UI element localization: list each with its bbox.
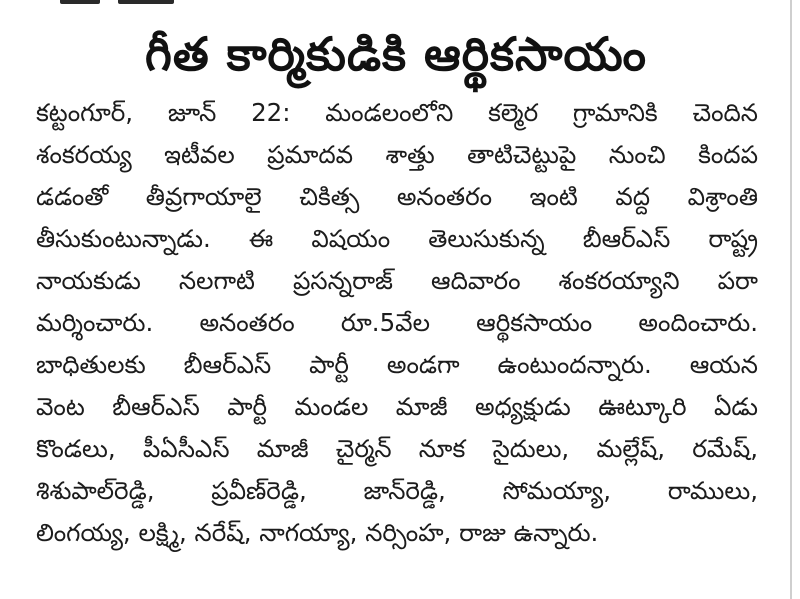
article-line: తీసుకుంటున్నాడు. ఈ విషయం తెలుసుకున్న బీఆర్ఎస్ రాష్ట్ర <box>36 224 758 253</box>
cropped-previous-line <box>60 0 174 4</box>
article-line: డడంతో తీవ్రగాయాలై చికిత్స అనంతరం ఇంటి వద్ద విశ్రాంతి <box>36 182 758 211</box>
clipping-edge-rule <box>790 0 792 599</box>
article-line: బాధితులకు బీఆర్ఎస్ పార్టీ అండగా ఉంటుందన్నారు. ఆయన <box>36 350 758 379</box>
article-line: నాయకుడు నలగాటి ప్రసన్నరాజ్ ఆదివారం శంకరయ్యాని పరా <box>36 266 758 295</box>
cropped-text-fragment <box>118 0 174 4</box>
article-line: శంకరయ్య ఇటీవల ప్రమాదవ శాత్తు తాటిచెట్టుపై నుంచి కిందప <box>36 140 758 169</box>
article-line: శిశుపాల్‌రెడ్డి, ప్రవీణ్‌రెడ్డి, జాన్‌రెడ్డి, సోమయ్యా, రాములు, <box>36 476 758 505</box>
article-line: మర్శించారు. అనంతరం రూ.5వేల ఆర్థికసాయం అందించారు. <box>36 308 758 337</box>
article-line: వెంట బీఆర్ఎస్ పార్టీ మండల మాజీ అధ్యక్షుడు ఊట్కూరి ఏడు <box>36 392 758 421</box>
article-body <box>36 92 758 554</box>
article-headline: గీత కార్మికుడికి ఆర్థికసాయం <box>145 27 647 81</box>
article-line: లింగయ్య, లక్ష్మి, నరేష్, నాగయ్యా, నర్సింహ, రాజు ఉన్నారు. <box>36 518 599 547</box>
article-line: కొండలు, పీఏసీఎస్ మాజీ చైర్మన్ నూక సైదులు, మల్లేష్, రమేష్, <box>36 434 758 463</box>
article-line: కట్టంగూర్, జూన్ 22: మండలంలోని కల్మెర గ్రామానికి చెందిన <box>36 98 758 127</box>
cropped-text-fragment <box>60 0 100 4</box>
